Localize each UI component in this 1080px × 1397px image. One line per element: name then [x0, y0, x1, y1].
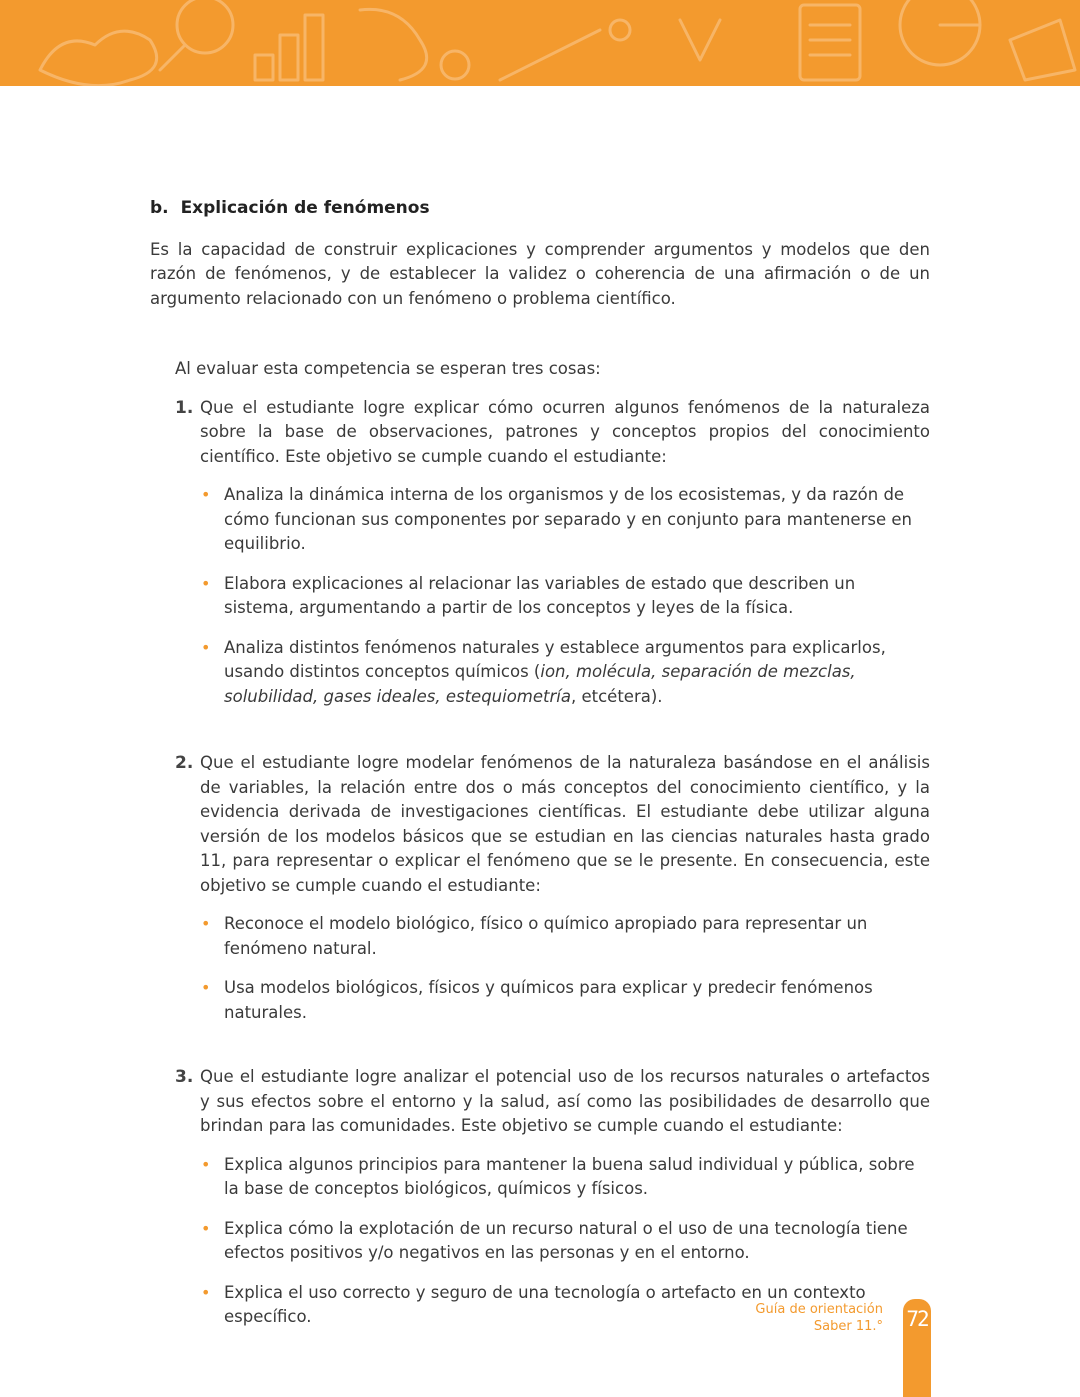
bullet-icon: •: [201, 1282, 211, 1302]
banner-doodles: [0, 0, 1080, 86]
objective-text: Que el estudiante logre analizar el potencial uso de los recursos naturales o artefactos y sus efectos sobre el entorno y la salud, así como las posibilidades de desarrollo que brindan para las comunidades. Este objetivo se cumple cuando el estudiante:: [200, 1067, 930, 1135]
page-number: 72: [906, 1307, 928, 1331]
list-item: • Explica cómo la explotación de un recurso natural o el uso de una tecnología tiene efectos positivos y/o negativos en las personas y en el entorno.: [201, 1218, 908, 1262]
section-title-text: Explicación de fenómenos: [180, 198, 430, 218]
objective-3: [150, 1065, 930, 1330]
bullet-icon: •: [201, 978, 211, 997]
objective-1: [150, 396, 930, 710]
header-banner: [0, 0, 1080, 86]
section-letter: b.: [150, 198, 169, 218]
list-item: • Explica algunos principios para mantener la buena salud individual y pública, sobre la base de conceptos biológicos, químicos y físicos.: [201, 1154, 915, 1198]
footer-guide-title: [755, 1301, 883, 1335]
bullet-icon: •: [201, 1154, 211, 1174]
bullet-icon: •: [201, 914, 211, 933]
list-item: • Elabora explicaciones al relacionar las variables de estado que describen un sistema, argumentando a partir de los conceptos y leyes de la física.: [201, 573, 856, 617]
footer-line-1: Guía de orientación: [755, 1302, 883, 1317]
bullet-icon: •: [201, 637, 211, 657]
list-item: • Usa modelos biológicos, físicos y químicos para explicar y predecir fenómenos naturales.: [201, 978, 873, 1022]
objective-number: 1.: [175, 397, 194, 418]
bullet-icon: •: [201, 573, 211, 593]
objective-number: 2.: [175, 753, 194, 773]
objective-text: Que el estudiante logre modelar fenómenos de la naturaleza basándose en el análisis de variables, la relación entre dos o más conceptos del conocimiento científico, y la evidencia derivada de investigaciones científicas. El estudiante debe utilizar alguna versión de los modelos básicos que se estudian en las ciencias naturales hasta grado 11, para representar o explicar el fenómeno que se le presente. En consecuencia, este objetivo se cumple cuando el estudiante:: [200, 753, 930, 895]
list-item: • Analiza la dinámica interna de los organismos y de los ecosistemas, y da razón de cómo funcionan sus componentes por separado y en conjunto para mantenerse en equilibrio.: [201, 485, 912, 553]
section-title: [150, 196, 930, 221]
footer-line-2: Saber 11.°: [813, 1319, 883, 1334]
list-item: • Analiza distintos fenómenos naturales y establece argumentos para explicarlos, usando distintos conceptos químicos (ion, molécula, separación de mezclas, solubilidad, gases ideales, estequiometría, etcétera).: [201, 637, 886, 706]
page-number-tab: [903, 1299, 931, 1397]
main-content: [150, 196, 930, 1345]
objective-bullets: [200, 912, 930, 1025]
objective-2: [150, 751, 930, 1025]
list-item: • Explica el uso correcto y seguro de una tecnología o artefacto en un contexto específico.: [201, 1282, 866, 1326]
objective-bullets: [200, 483, 930, 709]
lead-text: Al evaluar esta competencia se esperan tres cosas:: [175, 359, 601, 378]
list-item: • Reconoce el modelo biológico, físico o químico apropiado para representar un fenómeno natural.: [201, 914, 868, 958]
section-intro: Es la capacidad de construir explicaciones y comprender argumentos y modelos que den razón de fenómenos, y de establecer la validez o coherencia de una afirmación o de un argumento relacionado con un fenómeno o problema científico.: [150, 239, 930, 308]
objective-text: Que el estudiante logre explicar cómo ocurren algunos fenómenos de la naturaleza sobre la base de observaciones, patrones y conceptos propios del conocimiento científico. Este objetivo se cumple cuando el estudiante:: [200, 397, 930, 466]
bullet-icon: •: [201, 485, 211, 504]
objective-number: 3.: [175, 1067, 194, 1087]
bullet-icon: •: [201, 1218, 211, 1238]
